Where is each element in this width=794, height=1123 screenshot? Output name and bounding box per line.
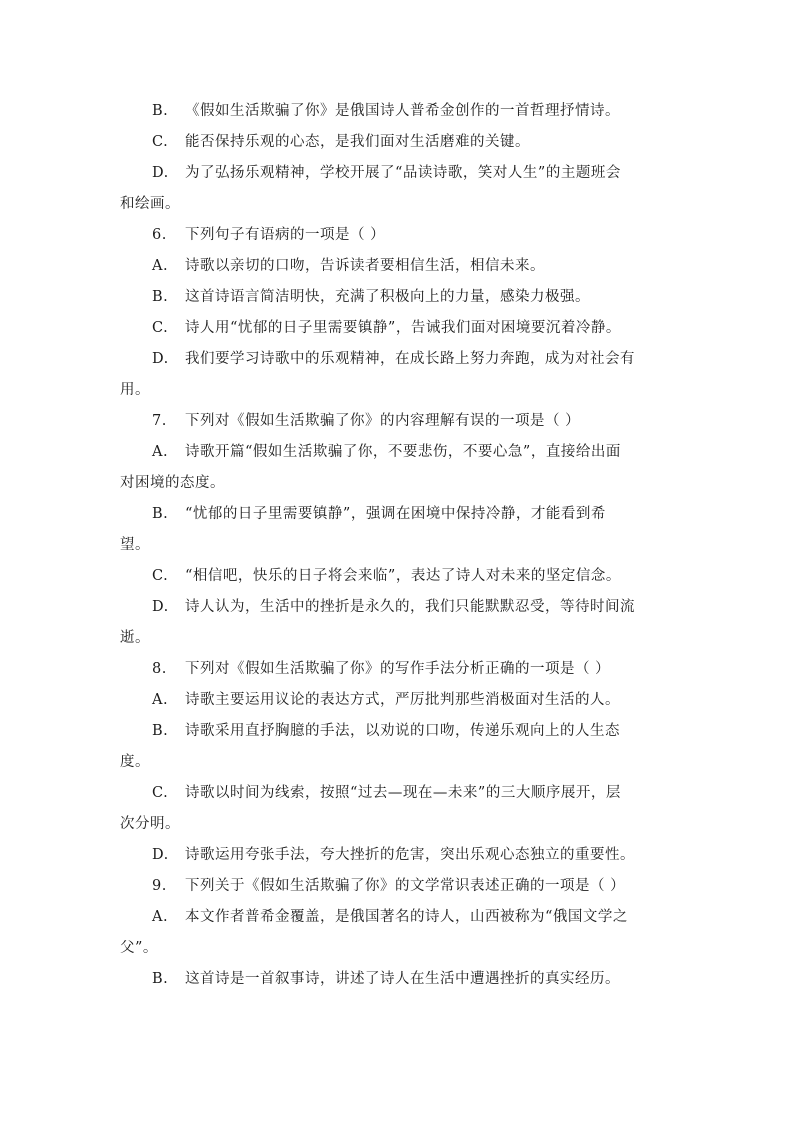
question-number: 8. (152, 661, 167, 677)
line-text: 下列关于《假如生活欺骗了你》的文学常识表述正确的一项是（ ） (185, 878, 626, 894)
text-line-continuation (120, 809, 668, 840)
option-label: D. (152, 351, 169, 367)
line-text: 这首诗是一首叙事诗，讲述了诗人在生活中遭遇挫折的真实经历。 (185, 971, 620, 987)
line-text: 诗歌主要运用议论的表达方式，严厉批判那些消极面对生活的人。 (185, 692, 620, 708)
text-line (120, 499, 668, 530)
line-text: “相信吧，快乐的日子将会来临”，表达了诗人对未来的坚定信念。 (185, 568, 621, 584)
text-line-continuation (120, 530, 668, 561)
option-label: B. (152, 723, 169, 739)
option-label: A. (152, 258, 169, 274)
option-label: A. (152, 909, 169, 925)
line-text: 父”。 (120, 940, 158, 956)
option-label: B. (152, 103, 169, 119)
option-label: C. (152, 785, 169, 801)
option-label: D. (152, 599, 169, 615)
question-stem-7 (120, 406, 668, 437)
line-text: 对困境的态度。 (120, 475, 225, 491)
text-line (120, 902, 668, 933)
text-line (120, 778, 668, 809)
line-text: 诗歌运用夸张手法，夸大挫折的危害，突出乐观心态独立的重要性。 (185, 847, 635, 863)
question-stem-6 (120, 220, 668, 251)
text-line (120, 716, 668, 747)
option-label: D. (152, 165, 169, 181)
question-stem-9 (120, 871, 668, 902)
option-label: C. (152, 134, 169, 150)
option-label: D. (152, 847, 169, 863)
line-text: 诗歌开篇“假如生活欺骗了你，不要悲伤，不要心急”，直接给出面 (185, 444, 621, 460)
line-text: 逝。 (120, 630, 150, 646)
text-line-continuation (120, 623, 668, 654)
line-text: 能否保持乐观的心态，是我们面对生活磨难的关键。 (185, 134, 530, 150)
line-text: 《假如生活欺骗了你》是俄国诗人普希金创作的一首哲理抒情诗。 (185, 103, 620, 119)
text-line (120, 158, 668, 189)
line-text: 度。 (120, 754, 150, 770)
question-stem-8 (120, 654, 668, 685)
option-label: A. (152, 444, 169, 460)
option-label: C. (152, 320, 169, 336)
line-text: 下列对《假如生活欺骗了你》的内容理解有误的一项是（ ） (185, 413, 581, 429)
question-number: 9. (152, 878, 167, 894)
line-text: 这首诗语言简洁明快，充满了积极向上的力量，感染力极强。 (185, 289, 590, 305)
text-line (120, 592, 668, 623)
option-label: C. (152, 568, 169, 584)
text-line (120, 964, 668, 995)
line-text: “忧郁的日子里需要镇静”，强调在困境中保持冷静，才能看到希 (185, 506, 606, 522)
option-label: B. (152, 506, 169, 522)
line-text: 本文作者普希金覆盖，是俄国著名的诗人，山西被称为“俄国文学之 (185, 909, 628, 925)
line-text: 用。 (120, 382, 150, 398)
text-line-continuation (120, 468, 668, 499)
option-label: B. (152, 289, 169, 305)
line-text: 下列对《假如生活欺骗了你》的写作手法分析正确的一项是（ ） (185, 661, 611, 677)
line-text: 望。 (120, 537, 150, 553)
line-text: 诗歌以时间为线索，按照“过去—现在—未来”的三大顺序展开，层 (185, 785, 621, 801)
question-number: 7. (152, 413, 167, 429)
option-label: A. (152, 692, 169, 708)
text-line (120, 251, 668, 282)
line-text: 诗歌采用直抒胸臆的手法，以劝说的口吻，传递乐观向上的人生态 (185, 723, 620, 739)
question-text-block (120, 96, 668, 995)
line-text: 次分明。 (120, 816, 180, 832)
line-text: 诗人认为，生活中的挫折是永久的，我们只能默默忍受，等待时间流 (185, 599, 635, 615)
text-line-continuation (120, 933, 668, 964)
text-line (120, 561, 668, 592)
text-line-continuation (120, 189, 668, 220)
line-text: 和绘画。 (120, 196, 180, 212)
text-line (120, 313, 668, 344)
line-text: 诗歌以亲切的口吻，告诉读者要相信生活，相信未来。 (185, 258, 545, 274)
line-text: 我们要学习诗歌中的乐观精神，在成长路上努力奔跑，成为对社会有 (185, 351, 635, 367)
question-number: 6. (152, 227, 167, 243)
text-line (120, 344, 668, 375)
text-line (120, 282, 668, 313)
text-line-continuation (120, 747, 668, 778)
text-line (120, 840, 668, 871)
text-line (120, 685, 668, 716)
line-text: 为了弘扬乐观精神，学校开展了“品读诗歌，笑对人生”的主题班会 (185, 165, 621, 181)
text-line (120, 437, 668, 468)
text-line (120, 96, 668, 127)
line-text: 诗人用“忧郁的日子里需要镇静”，告诫我们面对困境要沉着冷静。 (185, 320, 621, 336)
option-label: B. (152, 971, 169, 987)
text-line-continuation (120, 375, 668, 406)
text-line (120, 127, 668, 158)
line-text: 下列句子有语病的一项是（ ） (185, 227, 386, 243)
